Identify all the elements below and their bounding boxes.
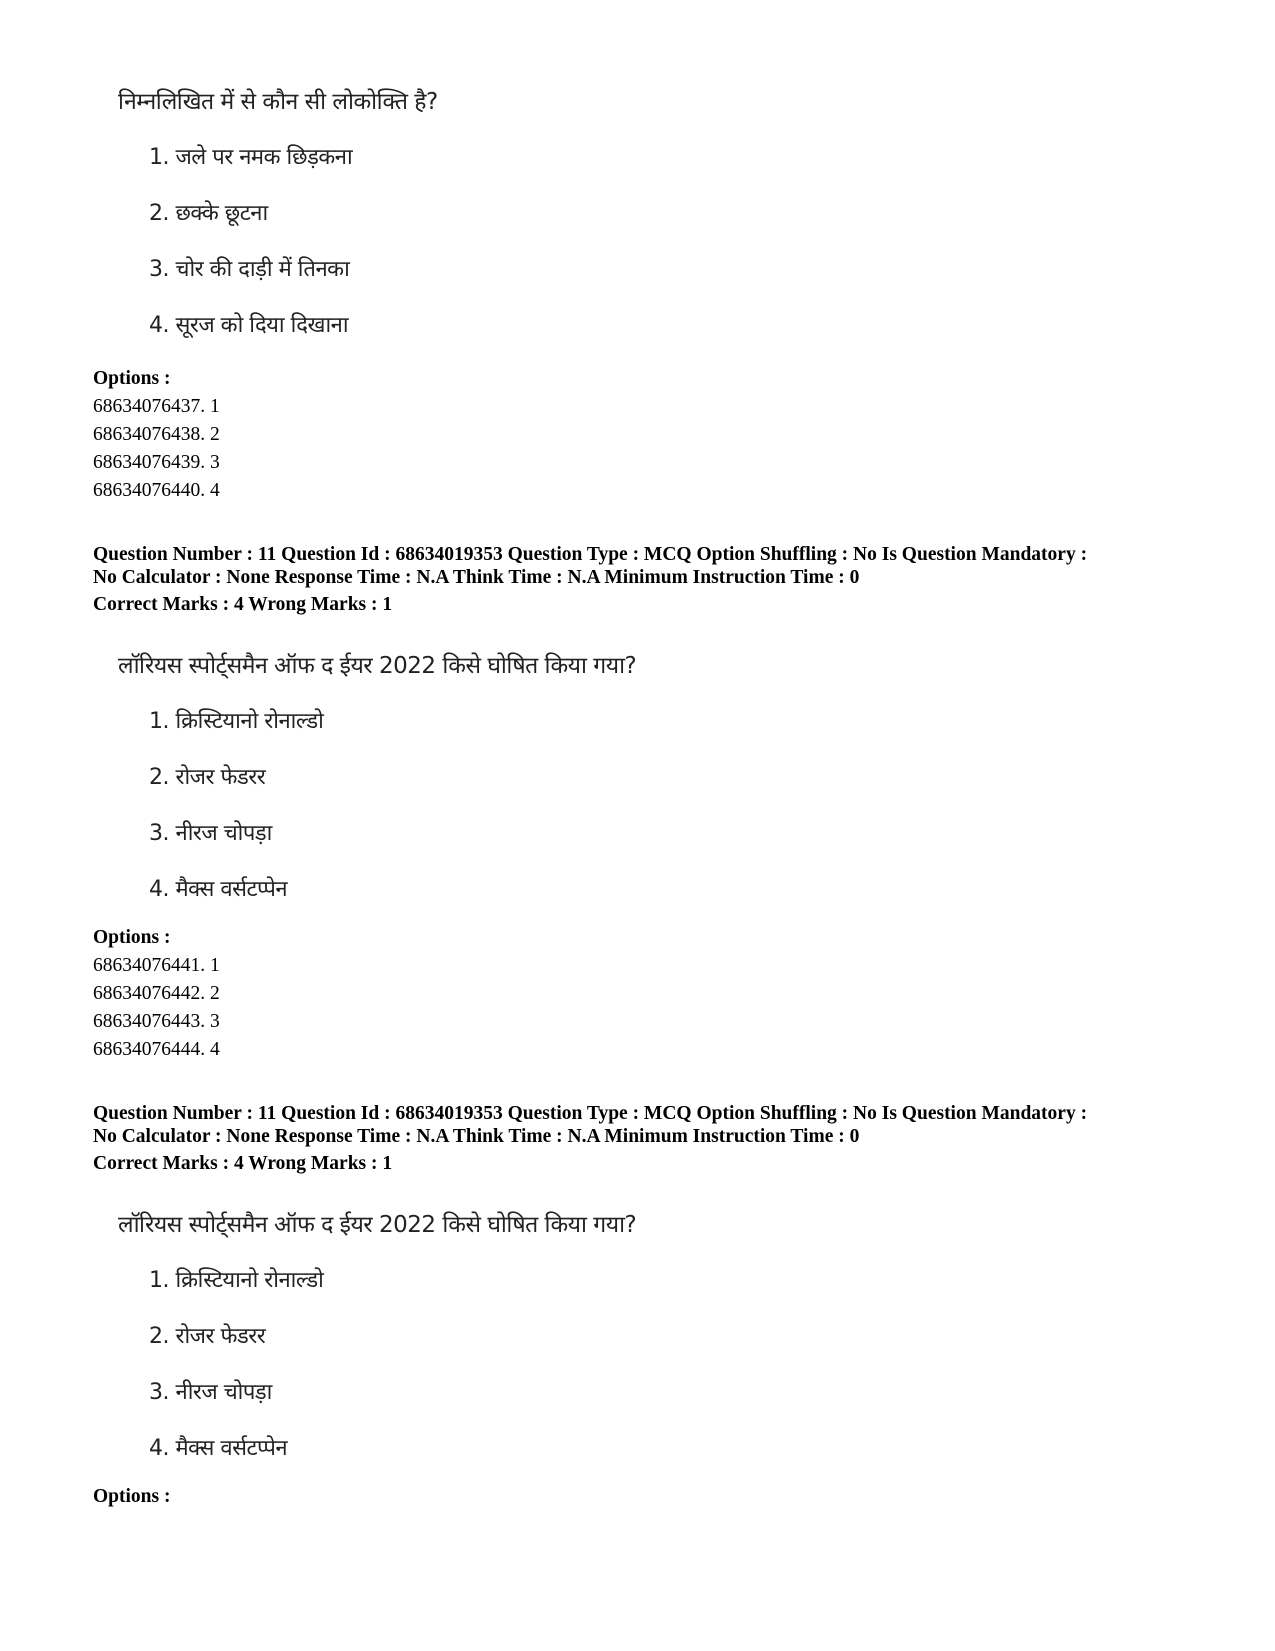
option-id: 68634076441. 1 bbox=[93, 955, 220, 976]
question-stem: लॉरियस स्पोर्ट्समैन ऑफ द ईयर 2022 किसे घोषित किया गया? bbox=[118, 1212, 637, 1238]
question-option-3: 3. चोर की दाड़ी में तिनका bbox=[149, 257, 350, 282]
option-id: 68634076443. 3 bbox=[93, 1011, 220, 1032]
question-option-3: 3. नीरज चोपड़ा bbox=[149, 1380, 272, 1405]
options-label: Options : bbox=[93, 1486, 171, 1507]
option-id: 68634076439. 3 bbox=[93, 452, 220, 473]
question-option-2: 2. रोजर फेडरर bbox=[149, 1324, 266, 1349]
option-id: 68634076437. 1 bbox=[93, 396, 220, 417]
question-option-3: 3. नीरज चोपड़ा bbox=[149, 821, 272, 846]
question-option-2: 2. रोजर फेडरर bbox=[149, 765, 266, 790]
question-meta-line-1: Question Number : 11 Question Id : 68634019353 Question Type : MCQ Option Shuffling : No Is Question Mandatory : bbox=[93, 544, 1088, 565]
question-option-1: 1. क्रिस्टियानो रोनाल्डो bbox=[149, 709, 324, 734]
option-id: 68634076442. 2 bbox=[93, 983, 220, 1004]
question-stem: निम्नलिखित में से कौन सी लोकोक्ति है? bbox=[118, 89, 438, 115]
question-stem: लॉरियस स्पोर्ट्समैन ऑफ द ईयर 2022 किसे घोषित किया गया? bbox=[118, 653, 637, 679]
question-marks: Correct Marks : 4 Wrong Marks : 1 bbox=[93, 1153, 393, 1174]
question-meta-line-2: No Calculator : None Response Time : N.A Think Time : N.A Minimum Instruction Time : 0 bbox=[93, 1126, 860, 1147]
option-id: 68634076438. 2 bbox=[93, 424, 220, 445]
question-option-2: 2. छक्के छूटना bbox=[149, 201, 268, 226]
question-meta-line-1: Question Number : 11 Question Id : 68634019353 Question Type : MCQ Option Shuffling : No Is Question Mandatory : bbox=[93, 1103, 1088, 1124]
question-option-4: 4. सूरज को दिया दिखाना bbox=[149, 313, 349, 338]
option-id: 68634076444. 4 bbox=[93, 1039, 220, 1060]
option-id: 68634076440. 4 bbox=[93, 480, 220, 501]
question-option-4: 4. मैक्स वर्सटप्पेन bbox=[149, 877, 288, 902]
question-marks: Correct Marks : 4 Wrong Marks : 1 bbox=[93, 594, 393, 615]
options-label: Options : bbox=[93, 927, 171, 948]
question-option-1: 1. क्रिस्टियानो रोनाल्डो bbox=[149, 1268, 324, 1293]
question-option-1: 1. जले पर नमक छिड़कना bbox=[149, 145, 353, 170]
question-option-4: 4. मैक्स वर्सटप्पेन bbox=[149, 1436, 288, 1461]
question-meta-line-2: No Calculator : None Response Time : N.A Think Time : N.A Minimum Instruction Time : 0 bbox=[93, 567, 860, 588]
options-label: Options : bbox=[93, 368, 171, 389]
